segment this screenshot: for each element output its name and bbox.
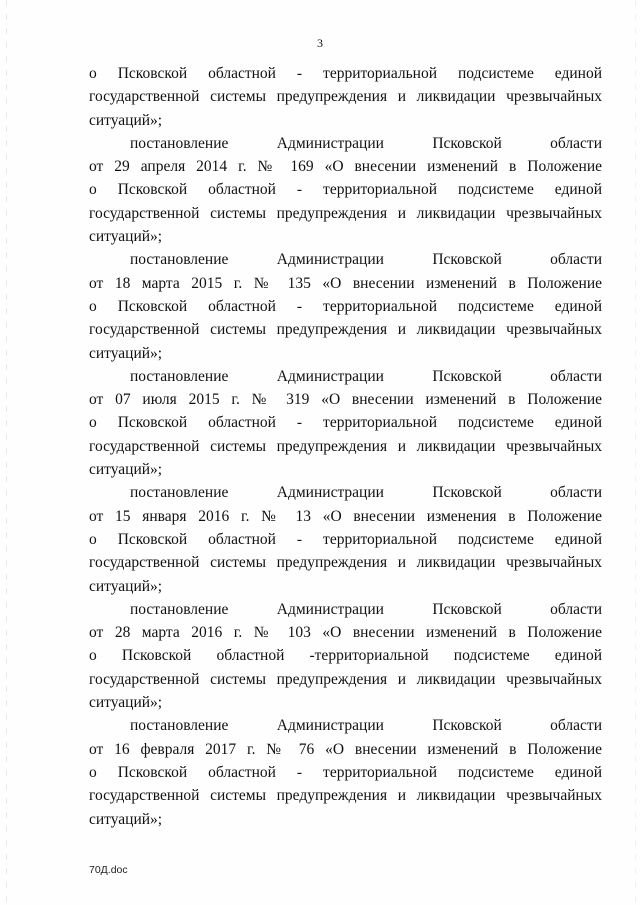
text-line: от 18 марта 2015 г. № 135 «О внесении изменений в Положение [89, 274, 602, 292]
text-line: государственной системы предупреждения и ликвидации чрезвычайных [89, 437, 602, 455]
scan-edge-left [6, 0, 7, 905]
text-line: постановление Администрации Псковской области [130, 134, 602, 152]
decree-entry-3 [89, 365, 602, 481]
text-line: о Псковской областной - территориальной подсистеме единой [89, 297, 602, 315]
text-line: ситуаций»; [89, 810, 163, 828]
text-line: о Псковской областной -территориальной подсистеме единой [89, 647, 602, 665]
decree-entry-5 [89, 598, 602, 714]
continuation-paragraph [89, 62, 602, 132]
text-line: о Псковской областной - территориальной подсистеме единой [89, 181, 602, 199]
text-line: постановление Администрации Псковской области [130, 600, 602, 618]
text-line: постановление Администрации Псковской области [130, 367, 602, 385]
text-line: государственной системы предупреждения и ликвидации чрезвычайных [89, 670, 602, 688]
document-body [89, 62, 602, 831]
file-name-footer: 70Д.doc [89, 864, 128, 876]
text-line: государственной системы предупреждения и ликвидации чрезвычайных [89, 787, 602, 805]
text-line: государственной системы предупреждения и ликвидации чрезвычайных [89, 204, 602, 222]
text-line: ситуаций»; [89, 344, 163, 362]
decree-entry-2 [89, 248, 602, 364]
text-line: от 16 февраля 2017 г. № 76 «О внесении изменений в Положение [89, 740, 602, 758]
text-line: государственной системы предупреждения и ликвидации чрезвычайных [89, 554, 602, 572]
text-line: государственной системы предупреждения и ликвидации чрезвычайных [89, 321, 602, 339]
text-line: ситуаций»; [89, 694, 163, 712]
text-line: постановление Администрации Псковской области [130, 484, 602, 502]
text-line: ситуаций»; [89, 111, 163, 129]
text-line: от 28 марта 2016 г. № 103 «О внесении изменений в Положение [89, 624, 602, 642]
text-line: ситуаций»; [89, 461, 163, 479]
text-line: постановление Администрации Псковской области [130, 251, 602, 269]
text-line: от 15 января 2016 г. № 13 «О внесении изменения в Положение [89, 507, 602, 525]
text-line: постановление Администрации Псковской области [130, 717, 602, 735]
text-line: о Псковской областной - территориальной подсистеме единой [89, 65, 602, 82]
text-line: о Псковской областной - территориальной подсистеме единой [89, 763, 602, 781]
decree-entry-6 [89, 714, 602, 830]
text-line: государственной системы предупреждения и ликвидации чрезвычайных [89, 88, 602, 106]
text-line: о Псковской областной - территориальной подсистеме единой [89, 530, 602, 548]
text-line: о Псковской областной - территориальной подсистеме единой [89, 414, 602, 432]
decree-entry-4 [89, 481, 602, 597]
decree-entry-1 [89, 132, 602, 248]
scan-edge-right [635, 0, 636, 905]
text-line: ситуаций»; [89, 577, 163, 595]
text-line: от 29 апреля 2014 г. № 169 «О внесении изменений в Положение [89, 158, 602, 176]
text-line: от 07 июля 2015 г. № 319 «О внесении изменений в Положение [89, 391, 602, 409]
text-line: ситуаций»; [89, 228, 163, 246]
page-number: 3 [317, 36, 323, 50]
